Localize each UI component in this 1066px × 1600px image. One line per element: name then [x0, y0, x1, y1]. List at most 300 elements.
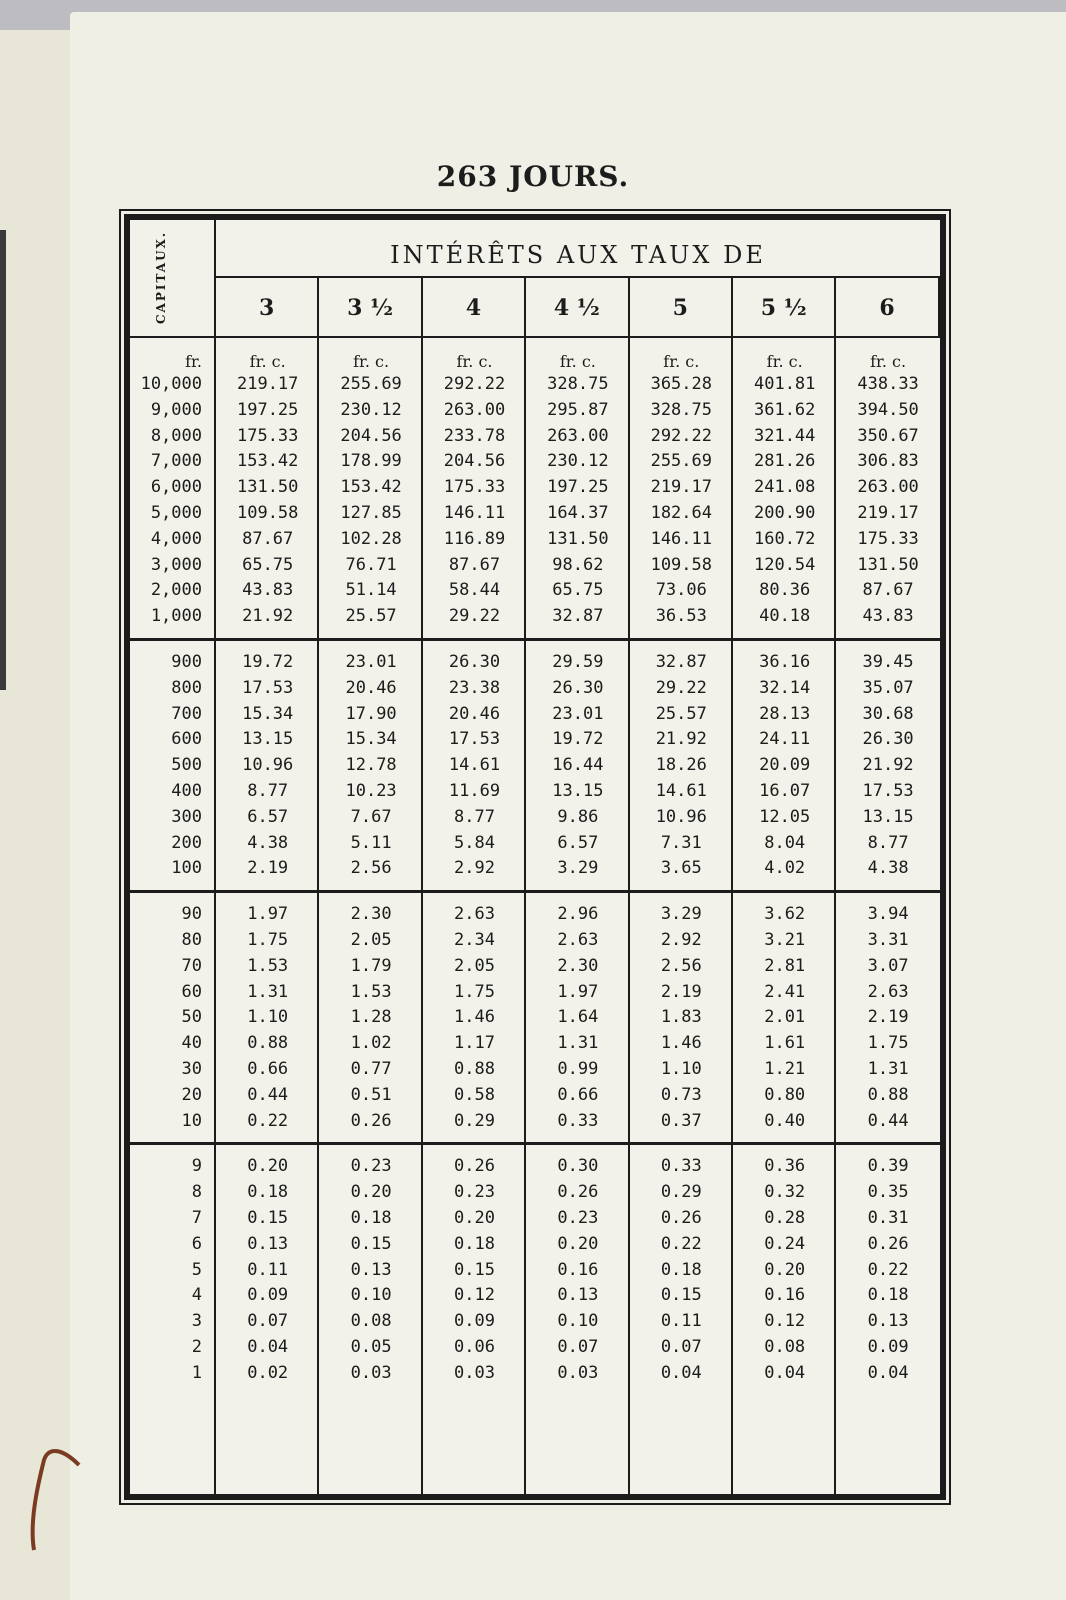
interest-value: 116.89 — [443, 528, 506, 549]
interest-value: 0.29 — [660, 1182, 702, 1203]
interest-value: 2.05 — [350, 930, 392, 950]
interest-value: 0.35 — [867, 1182, 909, 1203]
interest-value: 328.75 — [547, 374, 609, 394]
interest-value: 0.16 — [764, 1285, 806, 1306]
interest-value: 365.28 — [650, 374, 712, 394]
interest-value: 0.88 — [867, 1084, 909, 1105]
interest-value: 13.15 — [862, 806, 914, 827]
interest-value: 0.07 — [247, 1311, 289, 1332]
interest-value: 43.83 — [862, 606, 914, 627]
interest-value: 230.12 — [340, 399, 402, 420]
interest-value: 0.31 — [867, 1208, 909, 1228]
interest-value: 16.07 — [759, 781, 811, 801]
interest-value: 9.86 — [557, 806, 599, 827]
rate-header-6: 5 ½ — [733, 278, 836, 338]
ink-mark — [24, 1440, 84, 1560]
interest-value: 1.75 — [454, 981, 495, 1002]
interest-value: 306.83 — [857, 451, 919, 472]
interest-value: 0.07 — [557, 1337, 599, 1357]
interest-value: 0.04 — [764, 1362, 806, 1383]
capital-amount: 10 — [181, 1110, 202, 1131]
interest-value: 25.57 — [345, 606, 397, 627]
interest-value: 0.26 — [350, 1110, 392, 1131]
interest-value: 4.02 — [764, 858, 806, 879]
interest-value: 76.71 — [345, 554, 397, 575]
interest-value: 263.00 — [857, 477, 919, 498]
interest-value: 3.29 — [660, 904, 702, 925]
interest-value: 0.12 — [454, 1285, 495, 1306]
interest-value: 39.45 — [862, 652, 914, 672]
capital-amount: 9 — [191, 1156, 202, 1177]
interest-value: 12.78 — [345, 755, 397, 776]
interest-value: 3.07 — [867, 955, 909, 976]
interest-value: 200.90 — [753, 503, 816, 523]
interest-value: 12.05 — [759, 806, 811, 827]
capital-amount: 4,000 — [150, 528, 202, 549]
interest-value: 3.29 — [557, 858, 599, 879]
interest-value: 2.56 — [350, 858, 392, 879]
interest-value: 0.66 — [247, 1059, 289, 1079]
interest-value: 0.15 — [247, 1208, 289, 1228]
interest-value: 29.22 — [655, 677, 707, 698]
interest-unit-label: fr. c. — [766, 352, 803, 371]
interest-value: 0.18 — [454, 1233, 495, 1254]
interest-value: 23.01 — [552, 703, 604, 724]
interest-value: 0.88 — [454, 1059, 495, 1079]
interest-value: 350.67 — [857, 425, 919, 446]
interest-value: 0.15 — [350, 1233, 392, 1254]
interest-value: 292.22 — [443, 374, 506, 394]
book-spine-edge — [0, 230, 6, 690]
interest-value: 219.17 — [236, 374, 299, 394]
interest-value: 0.26 — [454, 1156, 495, 1177]
interest-value: 1.02 — [350, 1033, 392, 1054]
interest-value: 17.53 — [242, 677, 294, 698]
table-title: INTÉRÊTS AUX TAUX DE — [216, 220, 940, 278]
interest-value: 219.17 — [857, 503, 919, 523]
interest-value: 0.07 — [660, 1337, 702, 1357]
interest-value: 131.50 — [547, 528, 609, 549]
interest-value: 233.78 — [443, 425, 506, 446]
interest-value: 0.04 — [247, 1337, 289, 1357]
interest-value: 0.03 — [350, 1362, 392, 1383]
interest-value: 0.18 — [350, 1208, 392, 1228]
interest-value: 394.50 — [857, 399, 919, 420]
interest-value: 0.29 — [454, 1110, 495, 1131]
capital-amount: 9,000 — [150, 399, 202, 420]
interest-value: 0.23 — [557, 1208, 599, 1228]
interest-unit-label: fr. c. — [663, 352, 700, 371]
capital-amount: 10,000 — [140, 374, 202, 394]
capital-amount: 5 — [191, 1259, 202, 1280]
capital-amount: 1,000 — [150, 606, 202, 627]
interest-value: 0.15 — [660, 1285, 702, 1306]
interest-value: 153.42 — [236, 451, 299, 472]
interest-value: 2.19 — [867, 1007, 909, 1028]
capital-amount: 4 — [191, 1285, 202, 1306]
interest-value: 17.53 — [862, 781, 914, 801]
capital-amount: 6,000 — [150, 477, 202, 498]
capital-amount: 2 — [191, 1337, 202, 1357]
interest-value: 16.44 — [552, 755, 604, 776]
capital-amount: 20 — [181, 1084, 202, 1105]
interest-value: 153.42 — [340, 477, 402, 498]
capital-amount: 800 — [171, 677, 202, 698]
interest-value: 51.14 — [345, 580, 397, 601]
interest-value: 295.87 — [547, 399, 609, 420]
interest-value: 0.18 — [247, 1182, 289, 1203]
interest-unit-label: fr. c. — [559, 352, 596, 371]
rate-header-5: 5 — [630, 278, 733, 338]
interest-value: 0.13 — [867, 1311, 909, 1332]
interest-value: 0.26 — [557, 1182, 599, 1203]
interest-value: 1.75 — [247, 930, 289, 950]
interest-value: 361.62 — [753, 399, 816, 420]
interest-value: 0.30 — [557, 1156, 599, 1177]
interest-value: 0.10 — [557, 1311, 599, 1332]
interest-value: 0.03 — [557, 1362, 599, 1383]
page-title: 263 JOURS. — [436, 160, 630, 193]
interest-value: 197.25 — [547, 477, 609, 498]
interest-value: 109.58 — [650, 554, 712, 575]
interest-value: 3.31 — [867, 930, 909, 950]
interest-value: 0.04 — [867, 1362, 909, 1383]
interest-value: 4.38 — [867, 858, 909, 879]
capital-amount: 3,000 — [150, 554, 202, 575]
interest-value: 204.56 — [443, 451, 506, 472]
interest-value: 1.17 — [454, 1033, 495, 1054]
interest-value: 23.01 — [345, 652, 397, 672]
interest-value: 0.20 — [764, 1259, 806, 1280]
interest-value: 2.41 — [764, 981, 806, 1002]
interest-value: 2.34 — [454, 930, 495, 950]
interest-value: 1.10 — [247, 1007, 289, 1028]
capital-amount: 400 — [171, 781, 202, 801]
interest-value: 8.77 — [454, 806, 495, 827]
interest-value: 0.18 — [660, 1259, 702, 1280]
interest-value: 0.88 — [247, 1033, 289, 1054]
capital-amount: 600 — [171, 729, 202, 750]
interest-value: 0.22 — [867, 1259, 909, 1280]
interest-value: 2.56 — [660, 955, 702, 976]
interest-value: 175.33 — [443, 477, 506, 498]
interest-value: 263.00 — [547, 425, 609, 446]
interest-value: 204.56 — [340, 425, 402, 446]
interest-value: 164.37 — [547, 503, 609, 523]
interest-value: 35.07 — [862, 677, 914, 698]
interest-value: 109.58 — [236, 503, 299, 523]
interest-value: 182.64 — [650, 503, 712, 523]
interest-value: 0.10 — [350, 1285, 392, 1306]
interest-value: 0.66 — [557, 1084, 599, 1105]
capital-amount: 2,000 — [150, 580, 202, 601]
interest-value: 1.79 — [350, 955, 392, 976]
group-separator — [130, 1142, 940, 1145]
interest-value: 0.22 — [247, 1110, 289, 1131]
capital-unit-label: fr. — [185, 352, 202, 371]
interest-value: 1.97 — [247, 904, 289, 925]
interest-value: 4.38 — [247, 832, 289, 853]
interest-unit-label: fr. c. — [456, 352, 493, 371]
interest-value: 0.16 — [557, 1259, 599, 1280]
interest-value: 24.11 — [759, 729, 811, 750]
interest-value: 0.05 — [350, 1337, 392, 1357]
interest-value: 8.77 — [867, 832, 909, 853]
interest-value: 0.20 — [247, 1156, 289, 1177]
interest-value: 0.06 — [454, 1337, 495, 1357]
interest-value: 0.26 — [867, 1233, 909, 1254]
interest-value: 65.75 — [552, 580, 604, 601]
interest-value: 438.33 — [857, 374, 919, 394]
capital-amount: 100 — [171, 858, 202, 879]
interest-value: 3.62 — [764, 904, 806, 925]
interest-value: 0.37 — [660, 1110, 702, 1131]
rate-header-1: 3 — [216, 278, 319, 338]
interest-value: 2.96 — [557, 904, 599, 925]
interest-value: 21.92 — [655, 729, 707, 750]
interest-value: 2.92 — [660, 930, 702, 950]
interest-value: 2.63 — [867, 981, 909, 1002]
interest-value: 0.40 — [764, 1110, 806, 1131]
capital-amount: 70 — [181, 955, 202, 976]
interest-value: 32.14 — [759, 677, 811, 698]
interest-value: 0.11 — [247, 1259, 289, 1280]
interest-value: 13.15 — [552, 781, 604, 801]
interest-value: 292.22 — [650, 425, 712, 446]
interest-value: 36.16 — [759, 652, 811, 672]
interest-value: 21.92 — [242, 606, 294, 627]
interest-value: 0.09 — [247, 1285, 289, 1306]
interest-value: 18.26 — [655, 755, 707, 776]
interest-value: 26.30 — [448, 652, 501, 672]
interest-value: 32.87 — [655, 652, 707, 672]
facing-page-edge — [0, 30, 80, 1600]
interest-value: 230.12 — [547, 451, 609, 472]
interest-value: 146.11 — [443, 503, 506, 523]
interest-value: 0.11 — [660, 1311, 702, 1332]
interest-unit-label: fr. c. — [353, 352, 390, 371]
capital-amount: 200 — [171, 832, 202, 853]
interest-value: 87.67 — [862, 580, 914, 601]
capital-amount: 8,000 — [150, 425, 202, 446]
interest-value: 43.83 — [242, 580, 294, 601]
interest-value: 0.77 — [350, 1059, 392, 1079]
interest-value: 29.59 — [552, 652, 604, 672]
group-separator — [130, 638, 940, 641]
interest-value: 5.84 — [454, 832, 495, 853]
interest-value: 1.53 — [350, 981, 392, 1002]
interest-value: 0.08 — [350, 1311, 392, 1332]
interest-value: 401.81 — [753, 374, 816, 394]
interest-value: 2.30 — [350, 904, 392, 925]
interest-value: 0.09 — [454, 1311, 495, 1332]
interest-unit-label: fr. c. — [249, 352, 286, 371]
interest-value: 36.53 — [655, 606, 707, 627]
interest-value: 10.96 — [655, 806, 707, 827]
interest-value: 1.83 — [660, 1007, 702, 1028]
capital-amount: 60 — [181, 981, 202, 1002]
interest-value: 20.46 — [345, 677, 397, 698]
interest-value: 2.19 — [660, 981, 702, 1002]
interest-value: 40.18 — [759, 606, 811, 627]
interest-value: 0.24 — [764, 1233, 806, 1254]
interest-value: 0.02 — [247, 1362, 289, 1383]
interest-value: 1.31 — [557, 1033, 599, 1054]
interest-value: 120.54 — [753, 554, 816, 575]
interest-value: 87.67 — [448, 554, 501, 575]
interest-value: 2.01 — [764, 1007, 806, 1028]
interest-value: 2.19 — [247, 858, 289, 879]
interest-value: 0.13 — [557, 1285, 599, 1306]
capital-amount: 1 — [191, 1362, 202, 1383]
interest-value: 263.00 — [443, 399, 506, 420]
interest-value: 15.34 — [345, 729, 397, 750]
interest-value: 2.81 — [764, 955, 806, 976]
interest-value: 328.75 — [650, 399, 712, 420]
interest-value: 0.39 — [867, 1156, 909, 1177]
capital-amount: 500 — [171, 755, 202, 776]
capital-amount: 7,000 — [150, 451, 202, 472]
interest-value: 0.36 — [764, 1156, 806, 1177]
interest-value: 14.61 — [448, 755, 501, 776]
capital-amount: 7 — [191, 1208, 202, 1228]
interest-value: 19.72 — [242, 652, 294, 672]
rate-header-2: 3 ½ — [319, 278, 422, 338]
interest-value: 1.61 — [764, 1033, 806, 1054]
interest-value: 0.58 — [454, 1084, 495, 1105]
interest-value: 58.44 — [448, 580, 501, 601]
interest-value: 23.38 — [448, 677, 501, 698]
interest-value: 160.72 — [753, 528, 816, 549]
interest-value: 1.46 — [454, 1007, 495, 1028]
interest-value: 131.50 — [236, 477, 299, 498]
interest-value: 3.65 — [660, 858, 702, 879]
capital-amount: 40 — [181, 1033, 202, 1054]
capital-amount: 6 — [191, 1233, 202, 1254]
interest-value: 1.46 — [660, 1033, 702, 1054]
interest-value: 10.96 — [242, 755, 294, 776]
interest-value: 197.25 — [236, 399, 299, 420]
interest-value: 0.23 — [454, 1182, 495, 1203]
interest-value: 255.69 — [650, 451, 712, 472]
capital-amount: 3 — [191, 1311, 202, 1332]
interest-value: 0.33 — [557, 1110, 599, 1131]
rate-header-3: 4 — [423, 278, 526, 338]
interest-value: 0.32 — [764, 1182, 806, 1203]
interest-value: 321.44 — [753, 425, 816, 446]
interest-value: 1.75 — [867, 1033, 909, 1054]
interest-value: 0.22 — [660, 1233, 702, 1254]
interest-value: 10.23 — [345, 781, 397, 801]
interest-value: 1.64 — [557, 1007, 599, 1028]
interest-value: 17.53 — [448, 729, 501, 750]
interest-value: 131.50 — [857, 554, 919, 575]
interest-value: 21.92 — [862, 755, 914, 776]
interest-value: 20.46 — [448, 703, 501, 724]
rate-header-7: 6 — [836, 278, 939, 338]
interest-value: 0.28 — [764, 1208, 806, 1228]
interest-value: 2.92 — [454, 858, 495, 879]
interest-value: 8.04 — [764, 832, 806, 853]
interest-value: 2.30 — [557, 955, 599, 976]
interest-unit-label: fr. c. — [870, 352, 907, 371]
interest-value: 20.09 — [759, 755, 811, 776]
interest-value: 11.69 — [448, 781, 501, 801]
interest-value: 2.63 — [557, 930, 599, 950]
interest-value: 0.51 — [350, 1084, 392, 1105]
interest-value: 98.62 — [552, 554, 604, 575]
interest-value: 0.09 — [867, 1337, 909, 1357]
interest-value: 80.36 — [759, 580, 811, 601]
interest-value: 7.31 — [660, 832, 702, 853]
interest-value: 65.75 — [242, 554, 294, 575]
interest-value: 87.67 — [242, 528, 294, 549]
capital-amount: 30 — [181, 1059, 202, 1079]
interest-value: 0.80 — [764, 1084, 806, 1105]
interest-value: 5.11 — [350, 832, 392, 853]
interest-value: 281.26 — [753, 451, 816, 472]
interest-value: 0.15 — [454, 1259, 495, 1280]
interest-value: 0.12 — [764, 1311, 806, 1332]
interest-value: 26.30 — [862, 729, 914, 750]
capital-amount: 8 — [191, 1182, 202, 1203]
interest-value: 102.28 — [340, 528, 402, 549]
interest-value: 19.72 — [552, 729, 604, 750]
capital-amount: 900 — [171, 652, 202, 672]
capital-amount: 5,000 — [150, 503, 202, 523]
interest-value: 73.06 — [655, 580, 707, 601]
capitaux-header-cell — [130, 220, 216, 338]
interest-value: 0.04 — [660, 1362, 702, 1383]
interest-value: 15.34 — [242, 703, 294, 724]
interest-value: 255.69 — [340, 374, 402, 394]
interest-value: 17.90 — [345, 703, 397, 724]
interest-value: 175.33 — [857, 528, 919, 549]
interest-value: 32.87 — [552, 606, 604, 627]
interest-value: 7.67 — [350, 806, 392, 827]
capital-amount: 80 — [181, 930, 202, 950]
interest-value: 3.21 — [764, 930, 806, 950]
interest-value: 0.33 — [660, 1156, 702, 1177]
interest-value: 1.10 — [660, 1059, 702, 1079]
interest-value: 241.08 — [753, 477, 816, 498]
interest-value: 0.23 — [350, 1156, 392, 1177]
interest-value: 0.08 — [764, 1337, 806, 1357]
interest-value: 2.05 — [454, 955, 495, 976]
interest-value: 8.77 — [247, 781, 289, 801]
group-separator — [130, 890, 940, 893]
interest-value: 1.97 — [557, 981, 599, 1002]
interest-value: 29.22 — [448, 606, 501, 627]
interest-value: 0.13 — [350, 1259, 392, 1280]
interest-value: 0.13 — [247, 1233, 289, 1254]
interest-value: 0.44 — [867, 1110, 909, 1131]
interest-value: 0.99 — [557, 1059, 599, 1079]
capital-amount: 90 — [181, 904, 202, 925]
interest-value: 127.85 — [340, 503, 402, 523]
interest-value: 0.73 — [660, 1084, 702, 1105]
rate-header-4: 4 ½ — [526, 278, 629, 338]
interest-value: 6.57 — [557, 832, 599, 853]
interest-table — [124, 214, 946, 1500]
interest-value: 0.18 — [867, 1285, 909, 1306]
interest-value: 0.03 — [454, 1362, 495, 1383]
interest-value: 0.26 — [660, 1208, 702, 1228]
interest-value: 3.94 — [867, 904, 909, 925]
interest-value: 1.21 — [764, 1059, 806, 1079]
capital-amount: 300 — [171, 806, 202, 827]
interest-value: 1.31 — [247, 981, 289, 1002]
